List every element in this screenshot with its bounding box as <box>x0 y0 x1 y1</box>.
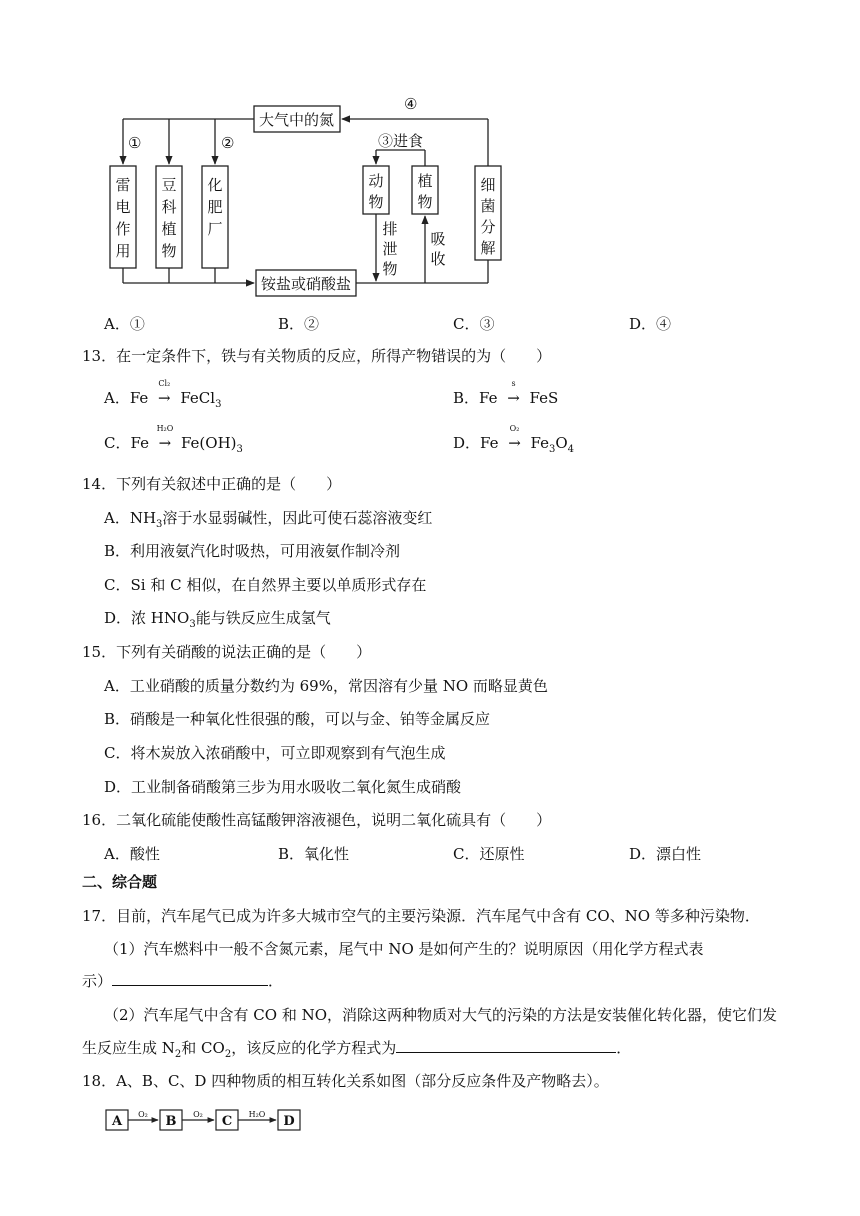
zhiwu-0: 植 <box>417 172 433 190</box>
dongwu-1: 物 <box>368 193 384 211</box>
huafei-2: 厂 <box>207 220 223 238</box>
q14-option-d <box>104 608 331 635</box>
q17-part1-text: 示） <box>82 972 113 990</box>
q14-a-part1: A．NH <box>104 509 157 527</box>
q15-option-a: A．工业硝酸的质量分数约为 69%，常因溶有少量 NO 而略显黄色 <box>104 677 548 695</box>
xijun-2: 分 <box>480 218 496 236</box>
q14-a-sub: 3 <box>156 519 163 530</box>
q13-a-label: A．Fe <box>104 389 149 407</box>
q13-a-sub: 3 <box>215 399 222 410</box>
q14-d-part2: 能与铁反应生成氢气 <box>195 609 331 627</box>
q16-stem: 16．二氧化硫能使酸性高锰酸钾溶液褪色，说明二氧化硫具有（ ） <box>82 811 552 829</box>
leidian-3: 用 <box>115 242 131 260</box>
answer-blank-2[interactable] <box>396 1038 616 1053</box>
q17-p2-sub2: 2 <box>224 1049 232 1060</box>
xishou-1: 收 <box>430 250 446 268</box>
q13-a-cond: Cl₂ <box>158 379 171 388</box>
q15-stem: 15．下列有关硝酸的说法正确的是（ ） <box>82 643 372 661</box>
cond-2: O₂ <box>193 1110 203 1119</box>
q13-d-prod1: Fe <box>530 434 549 452</box>
dongwu-0: 动 <box>368 172 384 190</box>
q14-d-part1: D．浓 HNO <box>104 609 190 627</box>
q17-part2-end: ． <box>616 1039 632 1057</box>
douke-0: 豆 <box>161 176 177 194</box>
xijun-0: 细 <box>480 176 496 194</box>
xijun-1: 菌 <box>480 197 496 215</box>
q13-b-cond: s <box>511 379 516 388</box>
q13-c-label: C．Fe <box>104 434 149 452</box>
q17-p2-b: 和 CO <box>181 1039 225 1057</box>
q17-p2-c: ，该反应的化学方程式为 <box>231 1039 397 1057</box>
q13-a-prod: FeCl <box>180 389 216 407</box>
q14-option-a <box>104 508 432 535</box>
q13-option-c <box>104 424 243 460</box>
q14-a-part2: 溶于水显弱碱性，因此可使石蕊溶液变红 <box>162 509 433 527</box>
box-d-label: D <box>283 1114 295 1129</box>
q16-option-b: B．氧化性 <box>278 845 350 863</box>
q16-option-c: C．还原性 <box>453 845 525 863</box>
q16-option-a: A．酸性 <box>104 845 160 863</box>
douke-2: 植 <box>161 220 177 238</box>
leidian-1: 电 <box>115 198 131 216</box>
xishou-0: 吸 <box>430 230 446 248</box>
q17-part1-end: ． <box>268 972 284 990</box>
box-b-label: B <box>165 1114 177 1129</box>
q13-c-cond: H₂O <box>156 424 174 433</box>
paixie-0: 排 <box>382 220 398 238</box>
q14-stem: 14．下列有关叙述中正确的是（ ） <box>82 475 342 493</box>
q13-d-label: D．Fe <box>453 434 499 452</box>
q17-part2-line2 <box>82 1038 631 1065</box>
q13-d-sub1: 3 <box>548 444 556 455</box>
answer-blank-1[interactable] <box>112 971 268 986</box>
q17-part1-line1: （1）汽车燃料中一般不含氮元素，尾气中 NO 是如何产生的？说明原因（用化学方程式表 <box>104 940 704 958</box>
huafei-1: 肥 <box>207 198 223 216</box>
q13-d-sub2: 4 <box>567 444 575 455</box>
q13-b-label: B．Fe <box>453 389 498 407</box>
q17-part2-line1: （2）汽车尾气中含有 CO 和 NO，消除这两种物质对大气的污染的方法是安装催化转化器，使它们发 <box>104 1006 778 1024</box>
salt-label: 铵盐或硝酸盐 <box>261 275 352 293</box>
q13-d-prod2: O <box>555 434 568 452</box>
q15-option-c: C．将木炭放入浓硝酸中，可立即观察到有气泡生成 <box>104 744 446 762</box>
label-4: ④ <box>404 95 418 113</box>
paixie-1: 泄 <box>382 240 398 258</box>
q13-b-prod: FeS <box>529 389 559 407</box>
q17-p2-a: 生反应生成 N <box>82 1039 175 1057</box>
label-1: ① <box>128 134 142 152</box>
q17-stem: 17．目前，汽车尾气已成为许多大城市空气的主要污染源．汽车尾气中含有 CO、NO 等多种污染物． <box>82 907 760 925</box>
atm-label: 大气中的氮 <box>259 111 335 129</box>
q14-option-b: B．利用液氨汽化时吸热，可用液氨作制冷剂 <box>104 542 401 560</box>
zhiwu-1: 物 <box>417 193 433 211</box>
reaction-arrow: Cl₂ → <box>152 388 176 408</box>
q13-d-cond: O₂ <box>509 424 520 433</box>
label-3: ③进食 <box>378 132 424 150</box>
huafei-0: 化 <box>207 176 223 194</box>
box-c-label: C <box>221 1114 233 1129</box>
xijun-3: 解 <box>480 239 496 257</box>
douke-3: 物 <box>161 242 177 260</box>
cond-3: H₂O <box>248 1110 266 1119</box>
leidian-0: 雷 <box>115 176 131 194</box>
cond-1: O₂ <box>138 1110 148 1119</box>
q12-option-c: C．③ <box>453 315 495 333</box>
q13-stem: 13．在一定条件下，铁与有关物质的反应，所得产物错误的为（ ） <box>82 347 552 365</box>
q13-option-d <box>453 424 575 460</box>
nitrogen-cycle-diagram <box>0 0 860 300</box>
reaction-arrow: s → <box>502 388 526 408</box>
reaction-arrow: H₂O → <box>153 433 177 453</box>
reaction-arrow: O₂ → <box>503 433 527 453</box>
q13-option-b <box>453 379 559 408</box>
conversion-diagram <box>100 1104 310 1138</box>
q13-c-sub: 3 <box>236 444 243 455</box>
q12-option-b: B．② <box>278 315 320 333</box>
section-heading: 二、综合题 <box>82 873 158 891</box>
q15-option-d: D．工业制备硝酸第三步为用水吸收二氧化氮生成硝酸 <box>104 778 462 796</box>
q12-option-d: D．④ <box>629 315 672 333</box>
label-2: ② <box>221 134 235 152</box>
q14-d-sub: 3 <box>189 619 196 630</box>
q17-p2-sub1: 2 <box>174 1049 182 1060</box>
q14-option-c: C．Si 和 C 相似，在自然界主要以单质形式存在 <box>104 576 427 594</box>
leidian-2: 作 <box>115 220 131 238</box>
douke-1: 科 <box>161 198 177 216</box>
q12-option-a: A．① <box>104 315 145 333</box>
q18-stem: 18．A、B、C、D 四种物质的相互转化关系如图（部分反应条件及产物略去）。 <box>82 1072 609 1090</box>
q17-part1-line2 <box>82 971 283 991</box>
q13-c-prod: Fe(OH) <box>180 434 237 452</box>
q15-option-b: B．硝酸是一种氧化性很强的酸，可以与金、铂等金属反应 <box>104 710 491 728</box>
paixie-2: 物 <box>382 260 398 278</box>
q13-option-a <box>104 379 222 415</box>
box-a-label: A <box>111 1114 123 1129</box>
q16-option-d: D．漂白性 <box>629 845 702 863</box>
